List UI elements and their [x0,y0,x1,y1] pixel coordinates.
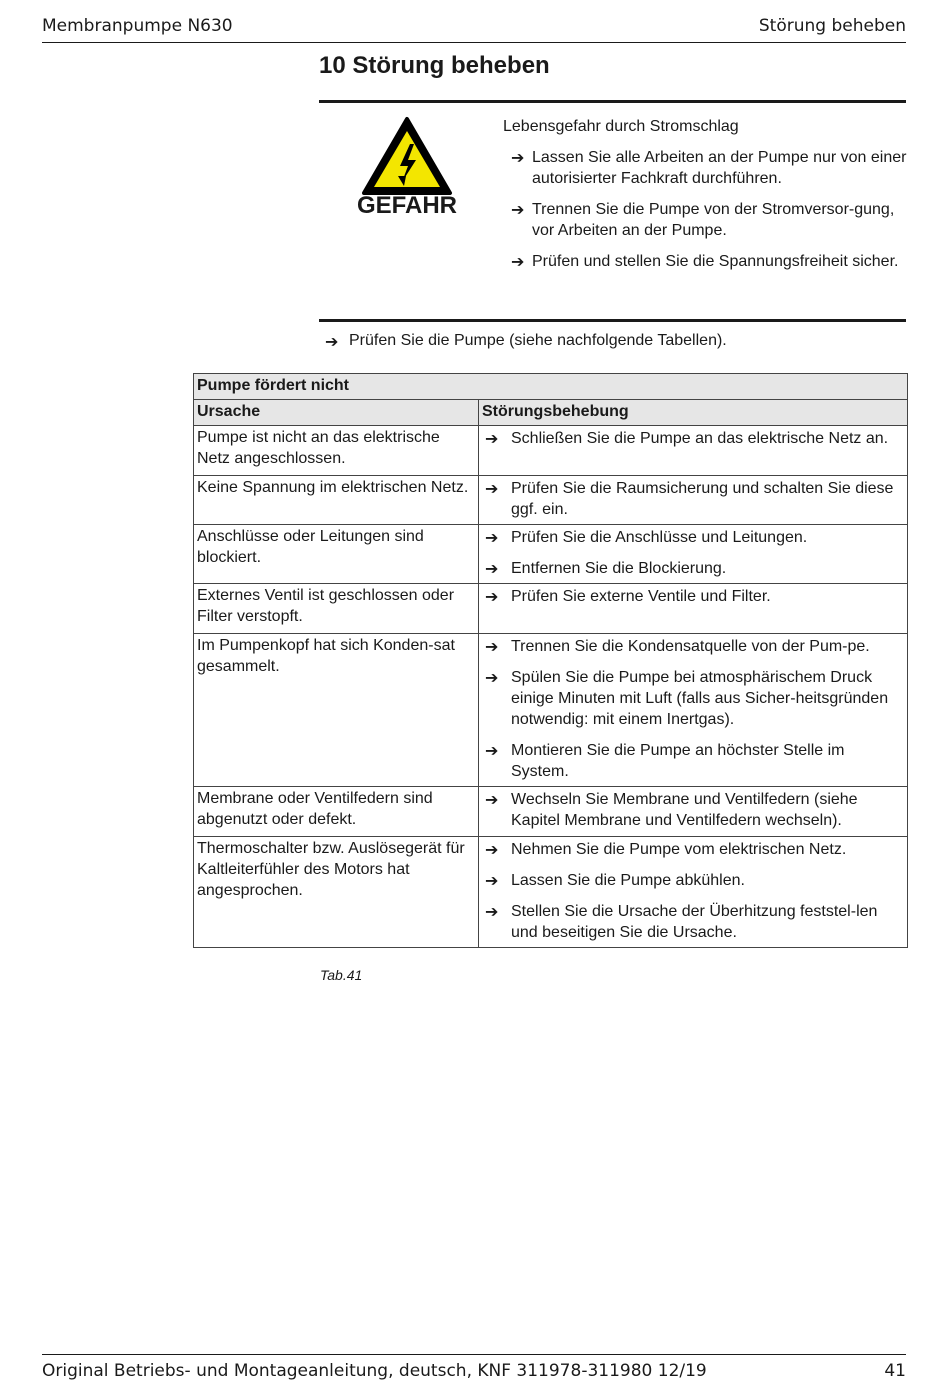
table-caption: Tab.41 [320,967,363,983]
remedy-item: ➔ Prüfen Sie externe Ventile und Filter. [485,587,771,606]
arrow-right-icon: ➔ [485,637,499,656]
arrow-right-icon: ➔ [485,587,499,606]
danger-block-bottom-rule [319,319,906,322]
cause-cell: Pumpe ist nicht an das elektrische Netz angeschlossen. [194,426,479,476]
danger-measure: ➔ Prüfen und stellen Sie die Spannungsfreiheit sicher. [511,252,899,271]
column-header-remedy: Störungsbehebung [479,400,908,426]
danger-measure: ➔ Trennen Sie die Pumpe von der Stromversor-gung, vor Arbeiten an der Pumpe. [511,200,895,239]
remedy-cell [479,426,908,476]
arrow-right-icon: ➔ [511,200,525,219]
chapter-title: 10 Störung beheben [319,52,550,79]
cause-cell: Externes Ventil ist geschlossen oder Filter verstopft. [194,584,479,634]
fault-table [193,373,908,948]
table-row [194,837,908,948]
cause-cell: Thermoschalter bzw. Auslösegerät für Kaltleiterfühler des Motors hat angesprochen. [194,837,479,948]
remedy-cell [479,476,908,525]
table-row [194,525,908,584]
arrow-right-icon: ➔ [511,252,525,271]
high-voltage-warning-icon [361,116,453,196]
column-header-cause: Ursache [194,400,479,426]
remedy-item: ➔ Prüfen Sie die Anschlüsse und Leitungen. [485,528,808,547]
arrow-right-icon: ➔ [485,479,499,498]
danger-measures-list [511,147,911,282]
header-section-title: Störung beheben [758,16,906,36]
table-row [194,476,908,525]
arrow-right-icon: ➔ [511,148,525,167]
arrow-right-icon: ➔ [485,668,499,687]
remedy-item: ➔ Montieren Sie die Pumpe an höchster Stelle im System. [485,741,845,780]
danger-signal-word: GEFAHR [356,192,457,219]
cause-cell: Membrane oder Ventilfedern sind abgenutzt oder defekt. [194,787,479,837]
header-document-title: Membranpumpe N630 [42,16,233,36]
remedy-cell [479,837,908,948]
cause-cell: Anschlüsse oder Leitungen sind blockiert. [194,525,479,584]
arrow-right-icon: ➔ [485,528,499,547]
table-row [194,426,908,476]
remedy-item: ➔ Entfernen Sie die Blockierung. [485,559,727,578]
footer-document-info: Original Betriebs- und Montageanleitung, deutsch, KNF 311978-311980 12/19 [42,1361,707,1381]
arrow-right-icon: ➔ [485,790,499,809]
remedy-item: ➔ Prüfen Sie die Raumsicherung und schalten Sie diese ggf. ein. [485,479,894,518]
page-number: 41 [884,1361,906,1381]
remedy-item: ➔ Lassen Sie die Pumpe abkühlen. [485,871,745,890]
danger-measure: ➔ Lassen Sie alle Arbeiten an der Pumpe nur von einer autorisierter Fachkraft durchführen. [511,148,907,187]
remedy-item: ➔ Trennen Sie die Kondensatquelle von der Pum-pe. [485,637,870,656]
remedy-item: ➔ Stellen Sie die Ursache der Überhitzung feststel-len und beseitigen Sie die Ursache. [485,902,878,941]
remedy-item: ➔ Spülen Sie die Pumpe bei atmosphärischem Druck einige Minuten mit Luft (falls aus Sicher-heitsgründen notwendig: mit einem Inertgas). [485,668,889,728]
table-row [194,634,908,787]
table-row [194,787,908,837]
remedy-cell [479,584,908,634]
danger-title: Lebensgefahr durch Stromschlag [503,118,739,135]
table-title: Pumpe fördert nicht [194,374,908,400]
table-row [194,584,908,634]
instruction-step: ➔ Prüfen Sie die Pumpe (siehe nachfolgende Tabellen). [325,332,727,351]
remedy-cell [479,787,908,837]
remedy-item: ➔ Schließen Sie die Pumpe an das elektrische Netz an. [485,429,889,448]
remedy-item: ➔ Nehmen Sie die Pumpe vom elektrischen Netz. [485,840,847,859]
remedy-cell [479,634,908,787]
arrow-right-icon: ➔ [485,840,499,859]
arrow-right-icon: ➔ [485,559,499,578]
cause-cell: Keine Spannung im elektrischen Netz. [194,476,479,525]
footer-divider [42,1354,906,1355]
cause-cell: Im Pumpenkopf hat sich Konden-sat gesammelt. [194,634,479,787]
arrow-right-icon: ➔ [485,741,499,760]
arrow-right-icon: ➔ [325,332,339,351]
danger-block-top-rule [319,100,906,103]
remedy-cell [479,525,908,584]
arrow-right-icon: ➔ [485,429,499,448]
arrow-right-icon: ➔ [485,902,499,921]
arrow-right-icon: ➔ [485,871,499,890]
remedy-item: ➔ Wechseln Sie Membrane und Ventilfedern (siehe Kapitel Membrane und Ventilfedern wechseln). [485,790,858,829]
header-divider [42,42,906,43]
